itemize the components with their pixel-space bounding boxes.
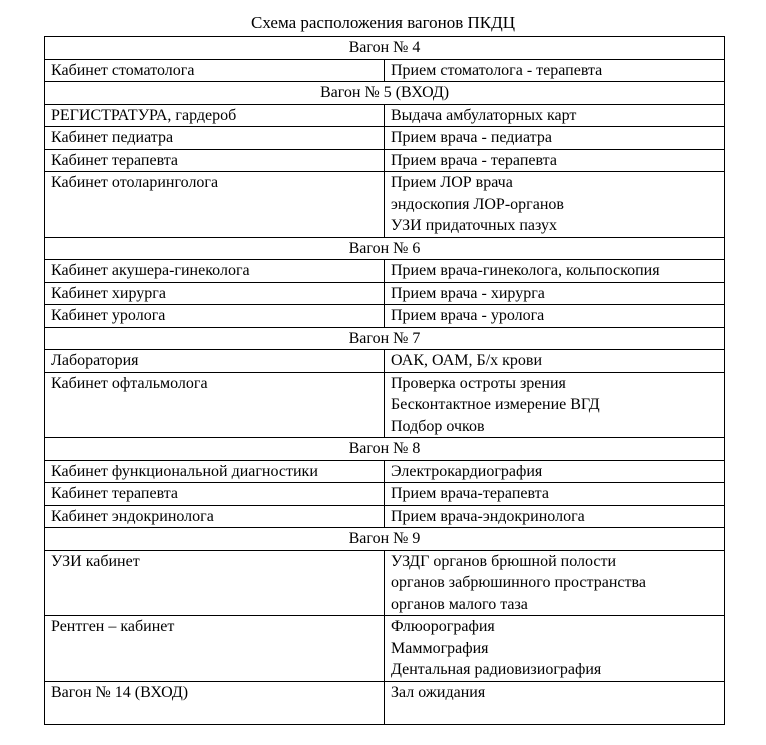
services-cell	[385, 505, 725, 528]
service-line: органов забрюшинного пространства	[391, 574, 646, 591]
service-line: Зал ожидания	[391, 683, 486, 701]
table-body	[45, 37, 725, 725]
room-cell: Рентген – кабинет	[45, 616, 385, 682]
service-line: Прием стоматолога - терапевта	[391, 61, 603, 79]
room-cell: Кабинет хирурга	[45, 282, 385, 305]
room-cell: Кабинет терапевта	[45, 483, 385, 506]
services-cell	[385, 681, 725, 724]
service-line: УЗДГ органов брюшной полости	[391, 552, 617, 570]
services-cell	[385, 483, 725, 506]
wagon-header-row	[45, 37, 725, 60]
service-line: УЗИ придаточных пазух	[391, 217, 558, 234]
table-row	[45, 59, 725, 82]
services-cell	[385, 550, 725, 616]
service-line: Прием врача - хирурга	[391, 284, 545, 302]
service-line: Прием врача-гинеколога, кольпоскопия	[391, 262, 660, 279]
room-cell: Кабинет стоматолога	[45, 59, 385, 82]
service-line: Прием врача-терапевта	[391, 485, 549, 502]
room-cell: Лаборатория	[45, 350, 385, 373]
wagon-header-row	[45, 237, 725, 260]
services-cell	[385, 260, 725, 283]
table-row	[45, 305, 725, 328]
table-row	[45, 350, 725, 373]
room-cell: РЕГИСТРАТУРА, гардероб	[45, 104, 385, 127]
table-row	[45, 550, 725, 616]
room-cell: Кабинет акушера-гинеколога	[45, 260, 385, 283]
table-row	[45, 483, 725, 506]
wagon-header-row	[45, 528, 725, 551]
document-title: Схема расположения вагонов ПКДЦ	[250, 13, 515, 32]
room-cell: УЗИ кабинет	[45, 550, 385, 616]
service-line: Бесконтактное измерение ВГД	[391, 396, 600, 413]
service-line: эндоскопия ЛОР-органов	[391, 195, 564, 213]
table-row	[45, 372, 725, 438]
wagon-header-row	[45, 327, 725, 350]
service-line: ОАК, ОАМ, Б/х крови	[391, 352, 543, 369]
wagon-header: Вагон № 7	[45, 327, 725, 350]
service-line: органов малого таза	[391, 595, 528, 613]
services-cell	[385, 616, 725, 682]
service-line: Прием врача - педиатра	[391, 129, 552, 146]
room-cell: Кабинет отоларинголога	[45, 172, 385, 238]
service-line: Прием врача-эндокринолога	[391, 507, 585, 525]
table-row	[45, 104, 725, 127]
service-line: Дентальная радиовизиография	[391, 661, 602, 678]
wagon-header: Вагон № 4	[45, 37, 725, 60]
wagon-header-row	[45, 438, 725, 461]
table-row	[45, 149, 725, 172]
services-cell	[385, 59, 725, 82]
table-row	[45, 260, 725, 283]
wagon-header-row	[45, 82, 725, 105]
table-row	[45, 616, 725, 682]
services-cell	[385, 282, 725, 305]
wagon-header: Вагон № 6	[45, 237, 725, 260]
room-cell: Кабинет офтальмолога	[45, 372, 385, 438]
services-cell	[385, 149, 725, 172]
wagon-header: Вагон № 8	[45, 438, 725, 461]
services-cell	[385, 305, 725, 328]
services-cell	[385, 172, 725, 238]
room-cell: Кабинет уролога	[45, 305, 385, 328]
service-line: Прием ЛОР врача	[391, 174, 513, 191]
table-row	[45, 460, 725, 483]
service-line: Прием врача - уролога	[391, 307, 545, 324]
table-row	[45, 681, 725, 724]
service-line: Подбор очков	[391, 417, 485, 435]
room-cell: Кабинет педиатра	[45, 127, 385, 150]
services-cell	[385, 350, 725, 373]
table-row	[45, 172, 725, 238]
room-cell: Кабинет терапевта	[45, 149, 385, 172]
wagon-header: Вагон № 5 (ВХОД)	[45, 82, 725, 105]
room-cell: Вагон № 14 (ВХОД)	[45, 681, 385, 724]
service-line: Проверка остроты зрения	[391, 374, 566, 392]
services-cell	[385, 104, 725, 127]
wagon-header: Вагон № 9	[45, 528, 725, 551]
table-row	[45, 127, 725, 150]
service-line: Маммография	[391, 639, 489, 657]
services-cell	[385, 460, 725, 483]
room-cell: Кабинет функциональной диагностики	[45, 460, 385, 483]
table-row	[45, 505, 725, 528]
room-cell: Кабинет эндокринолога	[45, 505, 385, 528]
services-cell	[385, 372, 725, 438]
services-cell	[385, 127, 725, 150]
service-line: Прием врача - терапевта	[391, 151, 557, 169]
table-row	[45, 282, 725, 305]
service-line: Выдача амбулаторных карт	[391, 106, 577, 124]
wagon-layout-table	[44, 36, 725, 725]
service-line: Электрокардиография	[391, 462, 543, 480]
service-line: Флюорография	[391, 618, 495, 635]
